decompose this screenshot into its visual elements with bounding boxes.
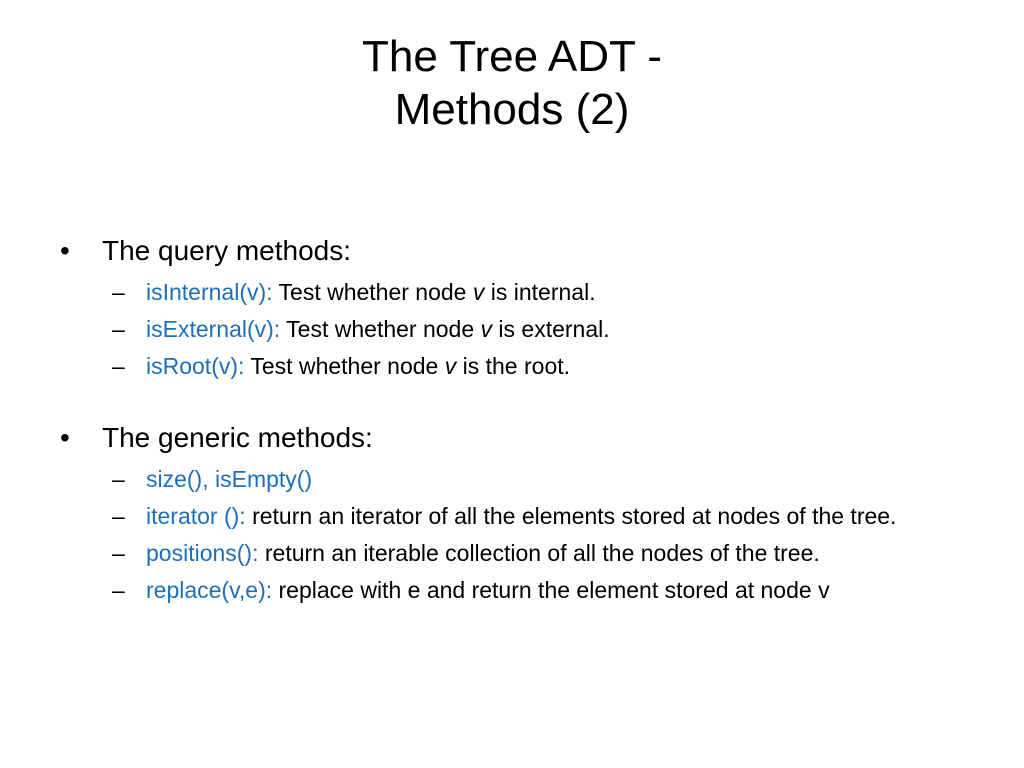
method-text: is internal. <box>484 279 596 305</box>
sub-bullet-item <box>112 539 960 568</box>
sub-bullet-item <box>112 352 960 381</box>
dash-icon: – <box>112 316 125 342</box>
sub-bullet-item <box>112 465 960 494</box>
sub-bullet-item <box>112 502 960 531</box>
dash-icon: – <box>112 540 125 566</box>
method-description <box>146 465 916 494</box>
slide-content <box>60 232 960 605</box>
method-text: is the root. <box>456 353 571 379</box>
method-name: replace(v,e): <box>146 577 273 603</box>
method-text: Test whether node <box>244 353 445 379</box>
bullet-item <box>60 419 960 457</box>
bullet-item <box>60 232 960 270</box>
dash-icon: – <box>112 353 125 379</box>
method-description <box>146 315 916 344</box>
method-description <box>146 576 916 605</box>
section-heading: The generic methods: <box>102 422 373 453</box>
method-description <box>146 278 916 307</box>
method-name: isInternal(v): <box>146 279 273 305</box>
query-methods-section <box>60 232 960 381</box>
bullet-icon: • <box>60 422 70 453</box>
sub-bullet-item <box>112 576 960 605</box>
method-text: return an iterator of all the elements stored at nodes of the tree. <box>245 503 897 529</box>
node-variable: v <box>444 353 457 379</box>
method-name: isRoot(v): <box>146 353 245 379</box>
method-description <box>146 352 916 381</box>
method-text: replace with e and return the element stored at node v <box>272 577 830 603</box>
node-variable: v <box>480 316 493 342</box>
bullet-icon: • <box>60 235 70 266</box>
method-name: size(), isEmpty() <box>146 466 313 492</box>
dash-icon: – <box>112 577 125 603</box>
generic-methods-section <box>60 419 960 605</box>
sub-bullet-item <box>112 278 960 307</box>
dash-icon: – <box>112 503 125 529</box>
section-heading: The query methods: <box>102 235 352 266</box>
method-text: Test whether node <box>272 279 473 305</box>
sub-bullet-item <box>112 315 960 344</box>
slide-title <box>0 30 1024 136</box>
slide-title-line-1: The Tree ADT - <box>362 32 662 81</box>
dash-icon: – <box>112 466 125 492</box>
method-name: iterator (): <box>146 503 246 529</box>
method-text: Test whether node <box>280 316 481 342</box>
method-name: isExternal(v): <box>146 316 281 342</box>
method-name: positions(): <box>146 540 259 566</box>
slide-title-line-2: Methods (2) <box>394 85 630 134</box>
dash-icon: – <box>112 279 125 305</box>
method-text: return an iterable collection of all the nodes of the tree. <box>258 540 820 566</box>
method-description <box>146 539 916 568</box>
method-text: is external. <box>492 316 610 342</box>
node-variable: v <box>472 279 485 305</box>
method-description <box>146 502 916 531</box>
